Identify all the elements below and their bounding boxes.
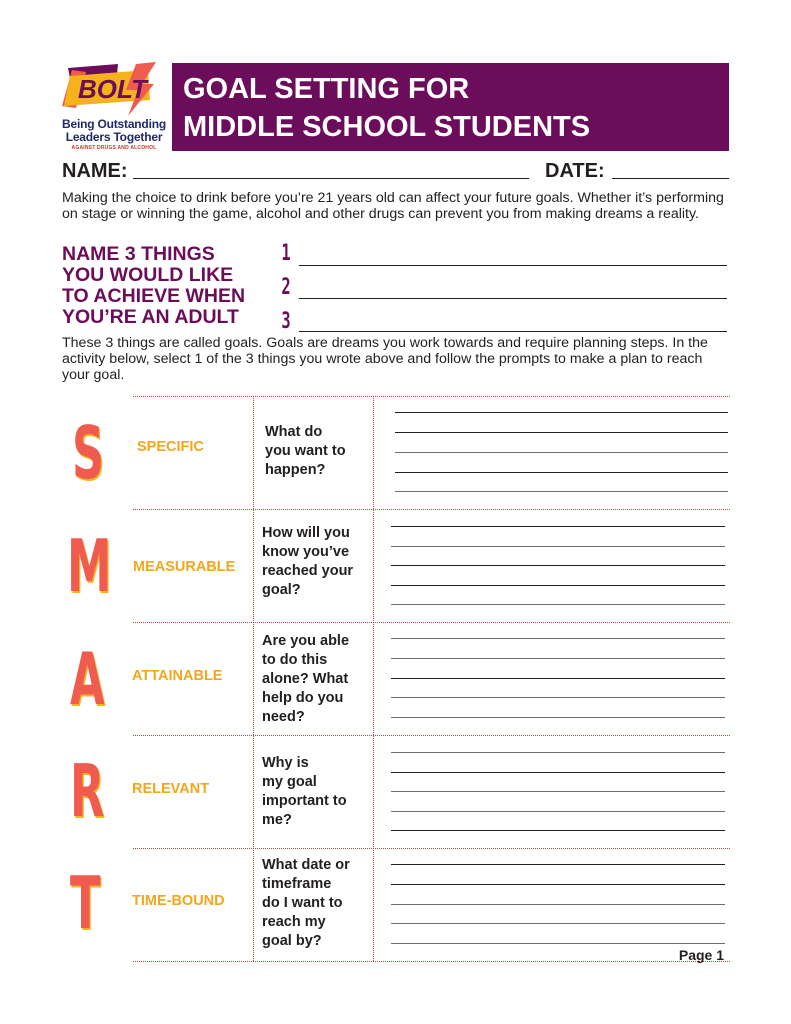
answer-line-time-bound[interactable] <box>391 923 725 924</box>
smart-table-border <box>133 961 730 962</box>
smart-column-divider <box>253 396 254 961</box>
question-line: my goal <box>262 774 317 790</box>
name-label: NAME: <box>62 160 128 182</box>
answer-line-measurable[interactable] <box>391 546 725 547</box>
goal-3-field[interactable] <box>299 331 727 332</box>
date-label: DATE: <box>545 160 605 182</box>
page-title-line2: MIDDLE SCHOOL STUDENTS <box>183 111 591 143</box>
answer-line-measurable[interactable] <box>391 565 725 566</box>
question-line: happen? <box>265 462 326 478</box>
logo-tagline <box>58 118 170 144</box>
smart-table-border <box>133 396 730 397</box>
answer-line-measurable[interactable] <box>391 604 725 605</box>
question-line: do I want to <box>262 895 343 911</box>
answer-line-attainable[interactable] <box>391 658 725 659</box>
question-line: reach my <box>262 914 326 930</box>
answer-line-attainable[interactable] <box>391 697 725 698</box>
explain-paragraph: These 3 things are called goals. Goals are dreams you work towards and require planning steps. In the activity below, select 1 of the 3 things you wrote above and follow the prompts to make a plan to reach your goal. <box>62 335 708 383</box>
question-line: important to <box>262 793 347 809</box>
bolt-wordmark: BOLT <box>78 74 147 104</box>
answer-line-time-bound[interactable] <box>391 943 725 944</box>
logo-tagline-line2: Leaders Together <box>65 130 163 144</box>
smart-letter-r: R <box>70 749 105 833</box>
smart-question-specific <box>265 423 375 480</box>
things-heading-line2: YOU WOULD LIKE <box>62 264 234 286</box>
things-heading <box>62 244 272 328</box>
answer-line-attainable[interactable] <box>391 638 725 639</box>
question-line: to do this <box>262 652 328 668</box>
things-heading-line1: NAME 3 THINGS <box>62 243 215 265</box>
question-line: me? <box>262 812 292 828</box>
smart-question-time-bound <box>262 856 372 951</box>
smart-row-divider <box>133 735 730 736</box>
smart-row-divider <box>133 622 730 623</box>
answer-line-relevant[interactable] <box>391 752 725 753</box>
answer-line-specific[interactable] <box>395 452 728 453</box>
page-title-line1: GOAL SETTING FOR <box>183 73 470 105</box>
question-line: reached your <box>262 563 354 579</box>
answer-line-time-bound[interactable] <box>391 904 725 905</box>
question-line: Are you able <box>262 633 350 649</box>
smart-letter-a: A <box>70 637 105 721</box>
goal-number-3: 3 <box>281 309 291 334</box>
smart-word-attainable: ATTAINABLE <box>132 668 223 684</box>
question-line: help do you <box>262 690 344 706</box>
intro-paragraph: Making the choice to drink before you’re 21 years old can affect your future goals. Whether it’s performing on stage or winning the game, alcohol and other drugs can prevent you from making dreams a reality. <box>62 190 724 222</box>
smart-word-specific: SPECIFIC <box>137 439 204 455</box>
smart-row-divider <box>133 509 730 510</box>
smart-question-relevant <box>262 754 372 830</box>
answer-line-measurable[interactable] <box>391 526 725 527</box>
question-line: What date or <box>262 857 350 873</box>
page-title <box>183 70 723 146</box>
goal-number-1: 1 <box>281 241 291 266</box>
question-line: timeframe <box>262 876 332 892</box>
answer-line-attainable[interactable] <box>391 678 725 679</box>
answer-line-measurable[interactable] <box>391 585 725 586</box>
goal-number-2: 2 <box>281 275 291 300</box>
logo-subline: AGAINST DRUGS AND ALCOHOL <box>71 145 157 151</box>
question-line: you want to <box>265 443 346 459</box>
smart-letter-t: T <box>70 861 101 945</box>
answer-line-specific[interactable] <box>395 412 728 413</box>
things-heading-line3: TO ACHIEVE WHEN <box>62 285 246 307</box>
things-heading-line4: YOU’RE AN ADULT <box>62 306 239 328</box>
smart-word-measurable: MEASURABLE <box>133 559 236 575</box>
question-line: What do <box>265 424 323 440</box>
question-line: goal by? <box>262 933 322 949</box>
question-line: alone? What <box>262 671 349 687</box>
question-line: need? <box>262 709 305 725</box>
smart-word-time-bound: TIME-BOUND <box>132 893 225 909</box>
answer-line-specific[interactable] <box>395 472 728 473</box>
smart-letter-s: S <box>72 411 105 495</box>
answer-line-time-bound[interactable] <box>391 884 725 885</box>
smart-letter-m: M <box>67 524 112 608</box>
answer-line-attainable[interactable] <box>391 717 725 718</box>
smart-column-divider <box>373 396 374 961</box>
bolt-logo-mark <box>58 62 166 122</box>
smart-question-measurable <box>262 524 372 600</box>
smart-question-attainable <box>262 632 372 727</box>
question-line: know you’ve <box>262 544 350 560</box>
answer-line-relevant[interactable] <box>391 811 725 812</box>
question-line: How will you <box>262 525 350 541</box>
question-line: goal? <box>262 582 301 598</box>
answer-line-specific[interactable] <box>395 491 728 492</box>
answer-line-relevant[interactable] <box>391 830 725 831</box>
answer-line-specific[interactable] <box>395 432 728 433</box>
answer-line-relevant[interactable] <box>391 791 725 792</box>
question-line: Why is <box>262 755 309 771</box>
answer-line-relevant[interactable] <box>391 772 725 773</box>
goal-1-field[interactable] <box>299 265 727 266</box>
date-field[interactable] <box>612 178 729 179</box>
logo-tagline-line1: Being Outstanding <box>62 117 166 131</box>
answer-line-time-bound[interactable] <box>391 864 725 865</box>
page-number: Page 1 <box>678 947 724 963</box>
name-field[interactable] <box>133 178 529 179</box>
smart-word-relevant: RELEVANT <box>132 781 210 797</box>
goal-2-field[interactable] <box>299 298 727 299</box>
smart-row-divider <box>133 848 730 849</box>
